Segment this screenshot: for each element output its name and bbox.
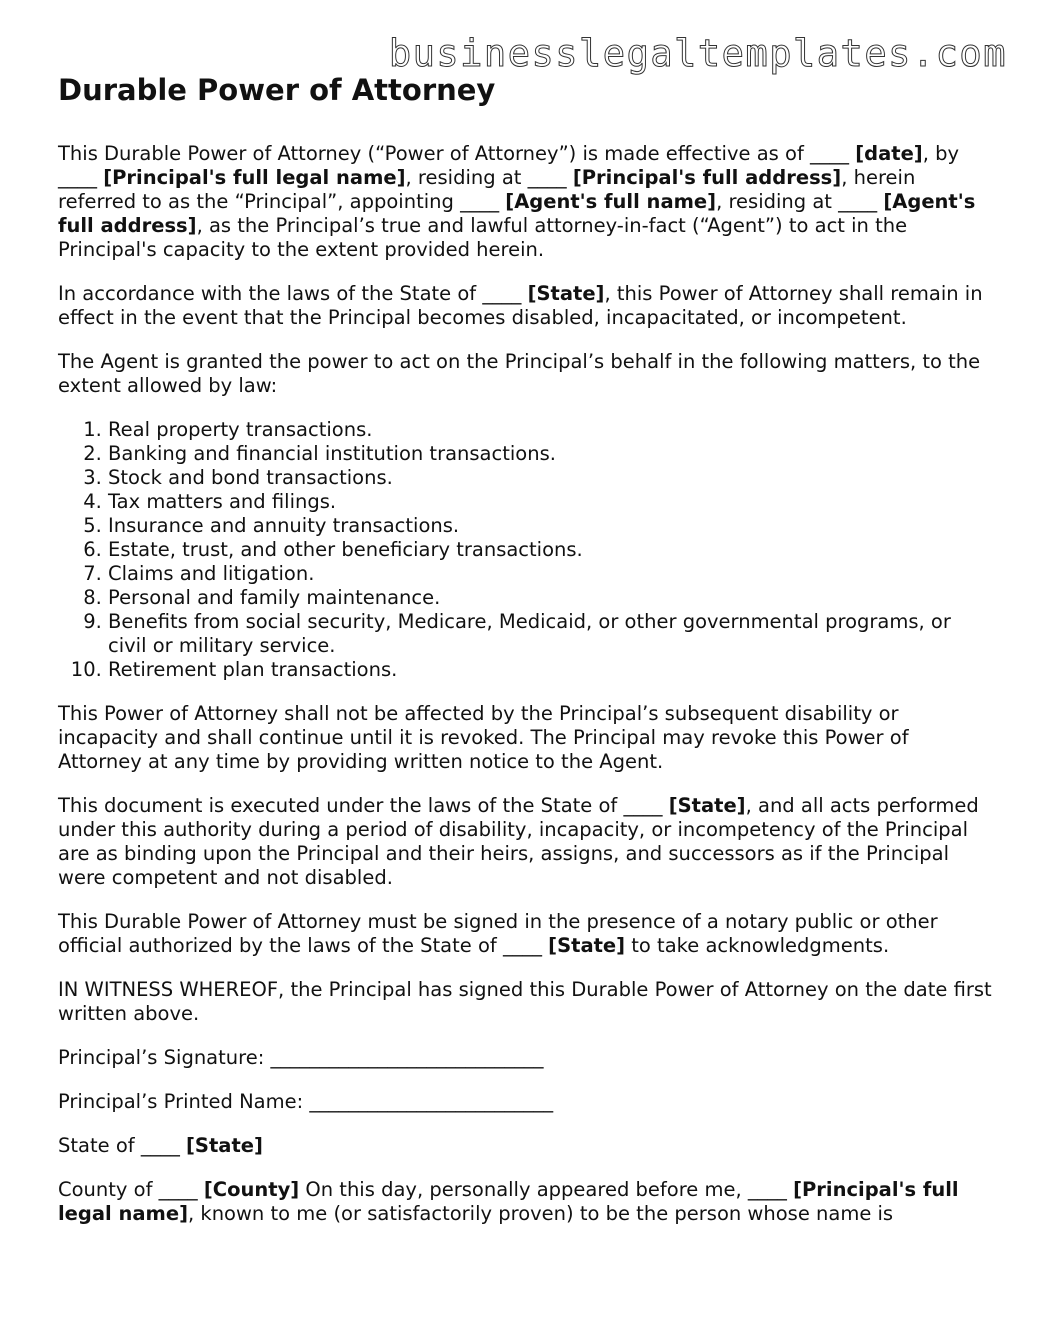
list-item: 2. Banking and financial institution transactions. [108,442,993,466]
state-of-line: State of ____ [State] [58,1134,263,1157]
principal-signature-line [58,1046,993,1070]
powers-intro-paragraph: The Agent is granted the power to act on the Principal’s behalf in the following matters, to the extent allowed by law: [58,350,981,397]
agent-address-blank: ____ [838,190,878,213]
state-blank: ____ [502,934,542,957]
signature-field[interactable]: ____________________________ [270,1046,544,1069]
document-body [58,70,993,1246]
witness-paragraph: IN WITNESS WHEREOF, the Principal has signed this Durable Power of Attorney on the date first written above. [58,978,992,1025]
printed-name-field[interactable]: _________________________ [309,1090,554,1113]
principal-address-placeholder: [Principal's full address] [572,166,842,189]
agent-name-blank: ____ [460,190,500,213]
signature-label: Principal’s Signature: [58,1046,271,1069]
list-item: 7. Claims and litigation. [108,562,993,586]
list-item: 9. Benefits from social security, Medicare, Medicaid, or other governmental programs, or civil or military service. [108,610,993,658]
list-item: 8. Personal and family maintenance. [108,586,993,610]
state-placeholder: [State] [668,794,746,817]
printed-name-label: Principal’s Printed Name: [58,1090,310,1113]
principal-name-placeholder: [Principal's full legal name] [103,166,406,189]
governing-law-paragraph: This document is executed under the laws of the State of ____ [State], and all acts performed under this authority during a period of disability, incapacity, or incompetency of the Principal are as binding upon the Principal and their heirs, assigns, and successors as if the Principal were competent and not disabled. [58,794,979,889]
county-blank: ____ [158,1178,198,1201]
state-blank: ____ [140,1134,180,1157]
list-item: 1. Real property transactions. [108,418,993,442]
list-item: 4. Tax matters and filings. [108,490,993,514]
principal-address-blank: ____ [527,166,567,189]
agent-name-placeholder: [Agent's full name] [505,190,717,213]
date-placeholder: [date] [855,142,923,165]
list-item: 6. Estate, trust, and other beneficiary transactions. [108,538,993,562]
durability-paragraph: In accordance with the laws of the State of ____ [State], this Power of Attorney shall remain in effect in the event that the Principal becomes disabled, incapacitated, or incompetent. [58,282,983,329]
state-blank: ____ [623,794,663,817]
powers-list [58,418,993,682]
state-placeholder: [State] [186,1134,263,1157]
intro-paragraph: This Durable Power of Attorney (“Power of Attorney”) is made effective as of ____ [date], by ____ [Principal's full legal name], residing at ____ [Principal's full address], herein referred to as the “Principal”, appointing ____ [Agent's full name], residing at ____ [Agent's full address], as the Principal’s true and lawful attorney-in-fact (“Agent”) to act in the Principal's capacity to the extent provided herein. [58,142,976,261]
principal-printed-name-line [58,1090,993,1114]
agent-address-placeholder: [Agent's full address] [58,190,976,237]
date-blank: ____ [810,142,850,165]
list-item: 3. Stock and bond transactions. [108,466,993,490]
watermark-logo: businesslegaltemplates.com [388,32,1007,75]
principal-name-blank: ____ [58,166,97,189]
state-placeholder: [State] [527,282,605,305]
notary-requirement-paragraph: This Durable Power of Attorney must be signed in the presence of a notary public or other official authorized by the laws of the State of ____ [State] to take acknowledgments. [58,910,938,957]
principal-name-blank: ____ [747,1178,787,1201]
document-title: Durable Power of Attorney [58,73,496,107]
state-placeholder: [State] [548,934,626,957]
list-item: 10. Retirement plan transactions. [108,658,993,682]
principal-name-placeholder: [Principal's full legal name] [58,1178,959,1225]
list-item: 5. Insurance and annuity transactions. [108,514,993,538]
county-paragraph: County of ____ [County] On this day, personally appeared before me, ____ [Principal's full legal name], known to me (or satisfactorily proven) to be the person whose name is [58,1178,959,1225]
county-placeholder: [County] [203,1178,300,1201]
revocation-paragraph: This Power of Attorney shall not be affected by the Principal’s subsequent disability or incapacity and shall continue until it is revoked. The Principal may revoke this Power of Attorney at any time by providing written notice to the Agent. [58,702,909,773]
state-blank: ____ [482,282,522,305]
